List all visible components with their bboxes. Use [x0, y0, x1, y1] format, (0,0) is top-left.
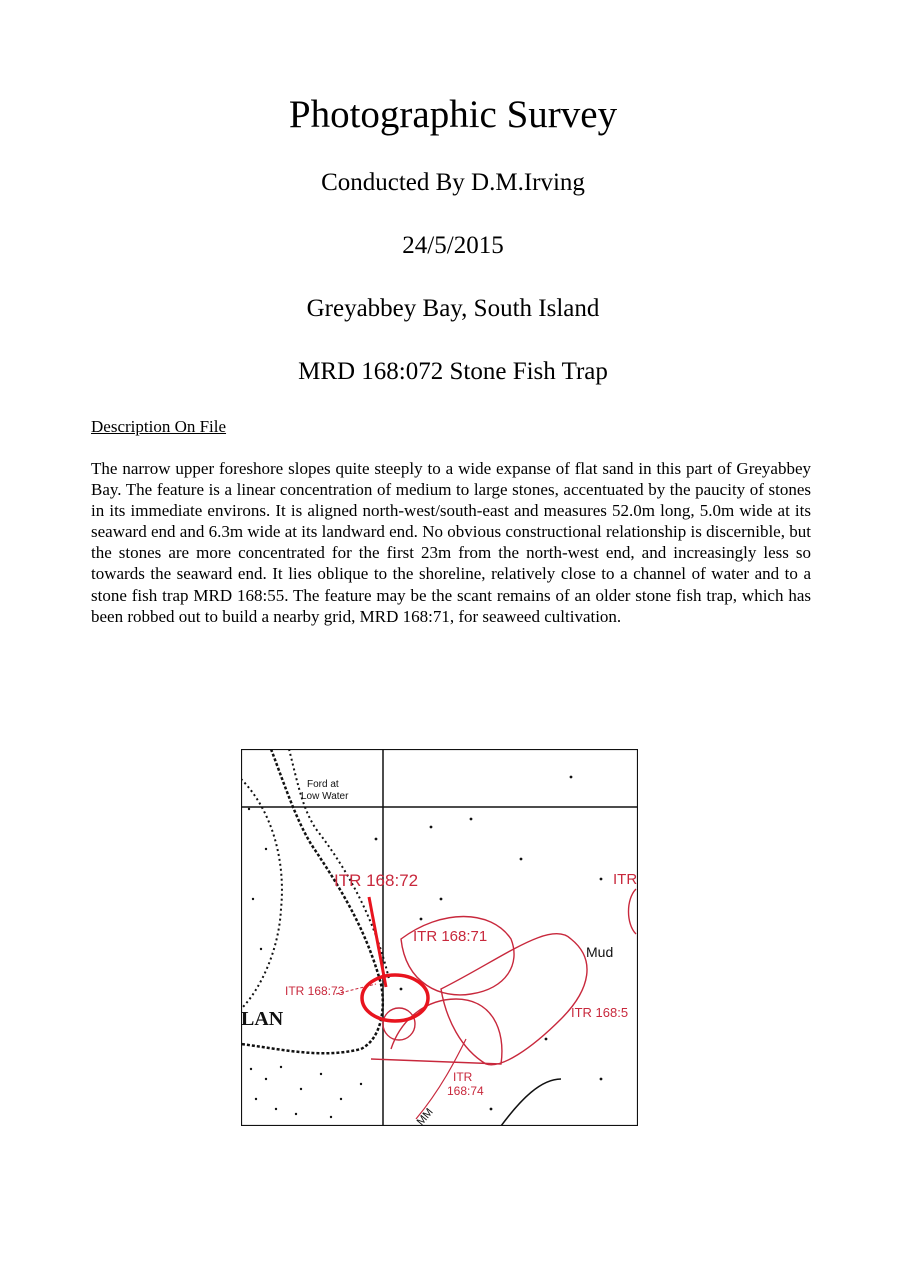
map-label-mud: Mud: [586, 944, 614, 960]
description-body: The narrow upper foreshore slopes quite steeply to a wide expanse of flat sand in this part of Greyabbey Bay. The feature is a linear concentration of medium to large stones, accentuated by the paucity of stones in its immediate environs. It is aligned north-west/south-east and measures 52.0m long, 5.0m wide at its seaward end and 6.3m wide at its landward end. No obvious constructional relationship is discernible, but the stones are more concentrated for the first 23m from the north-west end, and increasingly less so towards the seaward end. It lies oblique to the shoreline, relatively close to a channel of water and to a stone fish trap MRD 168:55. The feature may be the scant remains of an older stone fish trap, which has been robbed out to build a nearby grid, MRD 168:71, for seaweed cultivation.: [91, 459, 811, 626]
map-label-ford: Ford at: [307, 779, 339, 790]
survey-location: Greyabbey Bay, South Island: [306, 295, 600, 322]
map-label-itr-71: ITR 168:71: [413, 928, 488, 945]
survey-date: 24/5/2015: [402, 232, 504, 259]
author-line: Conducted By D.M.Irving: [321, 169, 585, 196]
map-label-low-water: Low Water: [301, 791, 349, 802]
page-title: Photographic Survey: [288, 93, 618, 136]
map-label-itr-55: ITR 168:5: [571, 1005, 629, 1020]
map-label-lan: LAN: [241, 1008, 284, 1030]
map-label-mm: MM: [414, 1106, 436, 1126]
site-reference: MRD 168:072 Stone Fish Trap: [298, 358, 608, 385]
map-label-itr-74-a: ITR: [453, 1070, 473, 1084]
site-location-map: [241, 749, 638, 1126]
map-label-itr-74-b: 168:74: [447, 1084, 484, 1098]
map-label-itr-72: ITR 168:72: [334, 871, 419, 890]
map-svg: [241, 749, 638, 1126]
map-label-itr-73: ITR 168:73: [285, 984, 345, 998]
map-label-itr-edge: ITR: [613, 871, 638, 888]
description-heading: Description On File: [91, 417, 227, 436]
